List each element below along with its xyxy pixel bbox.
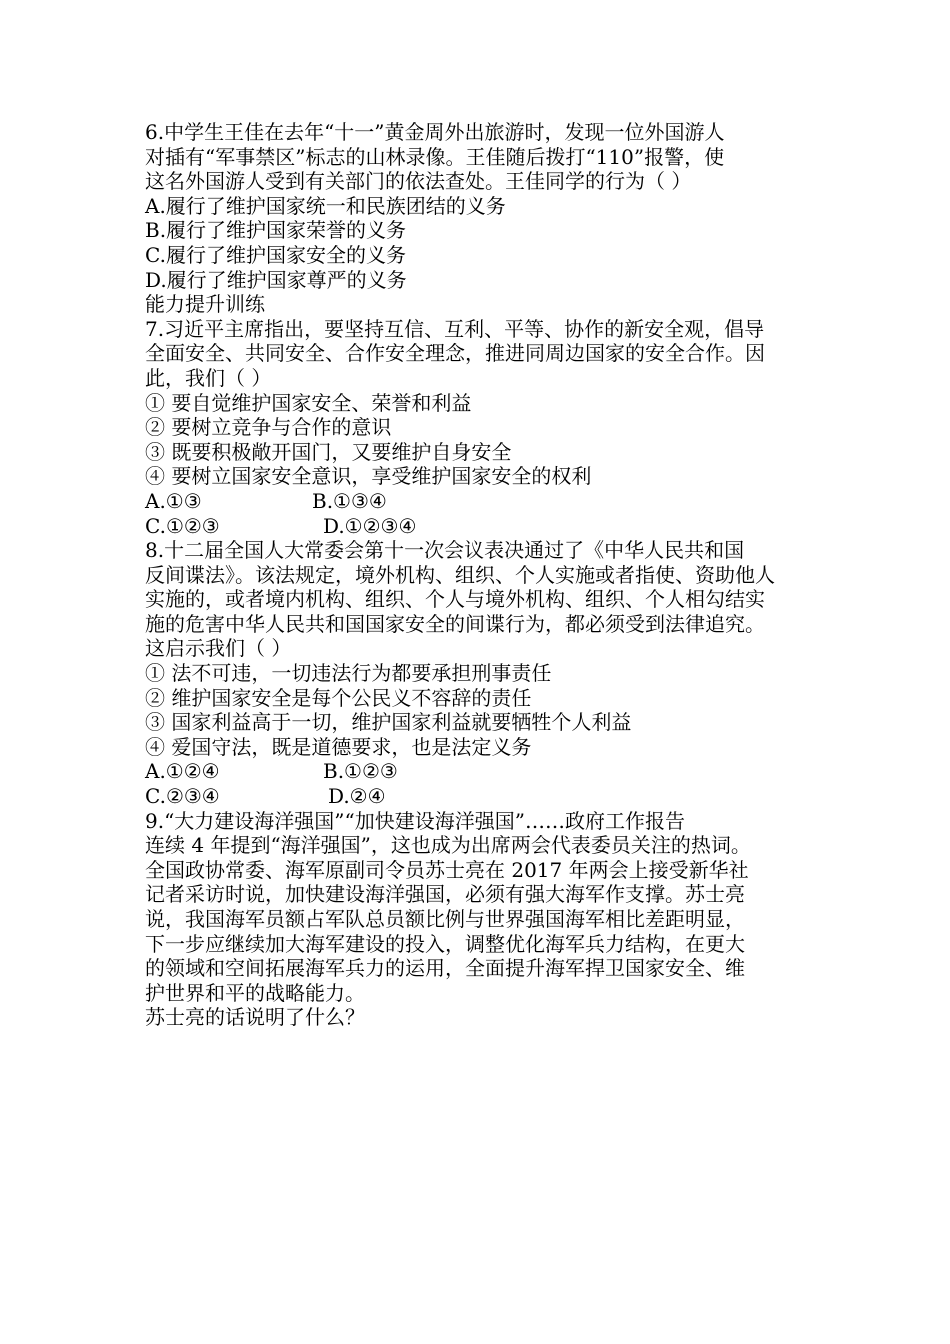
question-7-item-2: ② 要树立竞争与合作的意识 bbox=[145, 415, 392, 440]
question-8-choice-d: D.②④ bbox=[328, 784, 386, 809]
question-8-choice-a: A.①②④ bbox=[145, 759, 220, 784]
question-7-item-1: ① 要自觉维护国家安全、荣誉和利益 bbox=[145, 390, 472, 415]
question-8-stem-line: 这启示我们（ ） bbox=[145, 636, 292, 661]
question-9-stem-line: 记者采访时说，加快建设海洋强国，必须有强大海军作支撑。苏士亮 bbox=[145, 882, 745, 907]
document-page bbox=[145, 120, 815, 1030]
section-title: 能力提升训练 bbox=[145, 292, 265, 317]
question-8-item-3: ③ 国家利益高于一切，维护国家利益就要牺牲个人利益 bbox=[145, 710, 632, 735]
question-6 bbox=[145, 120, 815, 292]
question-7-choice-d: D.①②③④ bbox=[323, 513, 417, 538]
question-9 bbox=[145, 809, 815, 1030]
question-8-choice-c: C.②③④ bbox=[145, 784, 220, 809]
question-7-choice-row bbox=[145, 514, 815, 539]
question-8 bbox=[145, 538, 815, 809]
question-8-item-2: ② 维护国家安全是每个公民义不容辞的责任 bbox=[145, 685, 532, 710]
question-6-option-d: D.履行了维护国家尊严的义务 bbox=[145, 267, 407, 292]
question-7-stem-line: 全面安全、共同安全、合作安全理念，推进同周边国家的安全合作。因 bbox=[145, 341, 765, 366]
question-6-option-b: B.履行了维护国家荣誉的义务 bbox=[145, 218, 407, 243]
question-9-stem-line: 护世界和平的战略能力。 bbox=[145, 980, 365, 1005]
question-8-stem-line: 施的危害中华人民共和国国家安全的间谍行为，都必须受到法律追究。 bbox=[145, 611, 765, 636]
question-8-stem-line: 8.十二届全国人大常委会第十一次会议表决通过了《中华人民共和国 bbox=[145, 538, 745, 563]
question-7-stem-line: 此，我们（ ） bbox=[145, 365, 272, 390]
question-8-choice-row bbox=[145, 759, 815, 784]
question-7-item-3: ③ 既要积极敞开国门，又要维护自身安全 bbox=[145, 439, 512, 464]
question-9-stem-line: 全国政协常委、海军原副司令员苏士亮在 2017 年两会上接受新华社 bbox=[145, 857, 749, 882]
question-7-choice-a: A.①③ bbox=[145, 488, 202, 513]
question-8-stem-line: 反间谍法》。该法规定，境外机构、组织、个人实施或者指使、资助他人 bbox=[145, 562, 775, 587]
question-8-choice-row bbox=[145, 784, 815, 809]
question-8-choice-b: B.①②③ bbox=[323, 759, 398, 784]
question-7-choice-b: B.①③④ bbox=[312, 488, 387, 513]
question-6-stem-line: 这名外国游人受到有关部门的依法查处。王佳同学的行为（ ） bbox=[145, 169, 692, 194]
question-9-stem-line: 下一步应继续加大海军建设的投入，调整优化海军兵力结构，在更大 bbox=[145, 931, 745, 956]
question-8-stem-line: 实施的，或者境内机构、组织、个人与境外机构、组织、个人相勾结实 bbox=[145, 587, 765, 612]
question-9-stem-line: 说，我国海军员额占军队总员额比例与世界强国海军相比差距明显， bbox=[145, 907, 745, 931]
question-8-item-1: ① 法不可违，一切违法行为都要承担刑事责任 bbox=[145, 661, 552, 686]
question-6-stem-line: 对插有“军事禁区”标志的山林录像。王佳随后拨打“110”报警，使 bbox=[145, 144, 725, 169]
question-7 bbox=[145, 317, 815, 538]
question-6-option-c: C.履行了维护国家安全的义务 bbox=[145, 242, 406, 267]
question-9-stem-line: 9.“大力建设海洋强国”“加快建设海洋强国”……政府工作报告 bbox=[145, 808, 685, 833]
question-7-choice-c: C.①②③ bbox=[145, 513, 220, 538]
question-7-stem-line: 7.习近平主席指出，要坚持互信、互利、平等、协作的新安全观，倡导 bbox=[145, 316, 765, 341]
question-6-stem-line: 6.中学生王佳在去年“十一”黄金周外出旅游时，发现一位外国游人 bbox=[145, 120, 725, 144]
question-7-choice-row bbox=[145, 489, 815, 514]
question-9-stem-line: 的领域和空间拓展海军兵力的运用，全面提升海军捍卫国家安全、维 bbox=[145, 956, 745, 981]
question-9-prompt: 苏士亮的话说明了什么？ bbox=[145, 1005, 365, 1030]
question-9-stem-line: 连续 4 年提到“海洋强国”，这也成为出席两会代表委员关注的热词。 bbox=[145, 833, 751, 858]
question-6-option-a: A.履行了维护国家统一和民族团结的义务 bbox=[145, 193, 506, 218]
question-7-item-4: ④ 要树立国家安全意识，享受维护国家安全的权利 bbox=[145, 464, 592, 489]
question-8-item-4: ④ 爱国守法，既是道德要求，也是法定义务 bbox=[145, 734, 532, 759]
